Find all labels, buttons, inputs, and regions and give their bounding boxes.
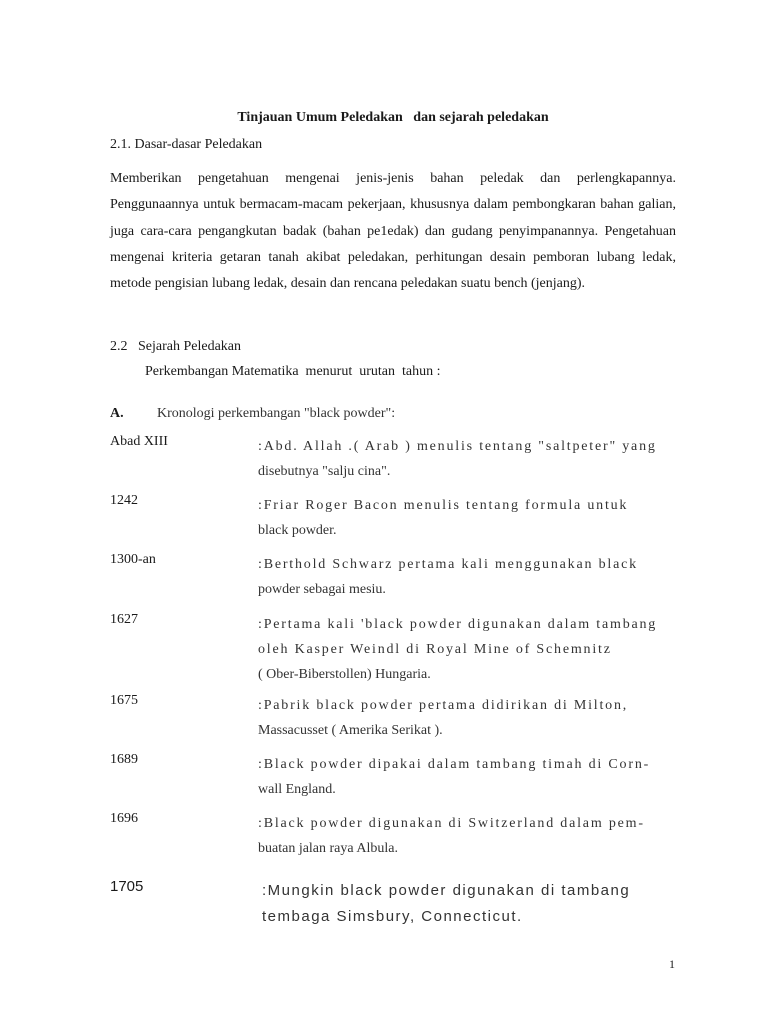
section-heading-sejarah: 2.2 Sejarah Peledakan [110,339,242,354]
chronology-year: 1696 [110,811,138,826]
description-line: Massacusset ( Amerika Serikat ). [258,723,443,738]
description-line: black powder. [258,523,337,538]
chronology-year: 1705 [110,878,144,895]
section-heading-dasar: 2.1. Dasar-dasar Peledakan [110,137,263,152]
intro-paragraph: Memberikan pengetahuan mengenai jenis-jenis bahan peledak dan perlengkapannya. Penggunaannya untuk bermacam-macam pekerjaan, khususnya dalam pembongkaran bahan galian, juga cara-cara pengangkutan badak (bahan pe1edak) dan gudang penyimpanannya. Pengetahuan mengenai kriteria getaran tanah akibat peledakan, perhitungan desain pemboran lubang ledak, metode pengisian lubang ledak, desain dan rencana peledakan suatu bench (jenjang). [110,171,676,292]
subsection-title: Kronologi perkembangan "black powder": [157,406,396,421]
chronology-year: 1627 [110,612,138,627]
description-line: disebutnya "salju cina". [258,464,391,479]
description-line: :Mungkin black powder digunakan di tambang [262,882,631,899]
description-line: :Black powder dipakai dalam tambang timah di Corn- [258,757,651,772]
description-line: ( Ober-Biberstollen) Hungaria. [258,667,431,682]
description-line: tembaga Simsbury, Connecticut. [262,908,523,925]
description-line: oleh Kasper Weindl di Royal Mine of Schemnitz [258,642,612,657]
description-line: :Pabrik black powder pertama didirikan di Milton, [258,698,629,713]
chronology-description [258,434,668,484]
description-line: powder sebagai mesiu. [258,582,386,597]
chronology-year: 1675 [110,693,138,708]
chronology-year: 1689 [110,752,138,767]
description-line: :Friar Roger Bacon menulis tentang formula untuk [258,498,629,513]
chronology-description [262,878,680,930]
description-line: wall England. [258,782,336,797]
chronology-year: Abad XIII [110,434,168,449]
page-number: 1 [669,957,675,971]
description-line: :Abd. Allah .( Arab ) menulis tentang "saltpeter" yang [258,439,657,454]
document-title: Tinjauan Umum Peledakan dan sejarah peledakan [237,110,549,125]
description-line: buatan jalan raya Albula. [258,841,398,856]
chronology-description [258,752,668,802]
chronology-description [258,493,668,543]
description-line: :Pertama kali 'black powder digunakan dalam tambang [258,617,658,632]
description-line: :Berthold Schwarz pertama kali menggunakan black [258,557,638,572]
chronology-year: 1242 [110,493,138,508]
chronology-description [258,693,668,743]
lead-text: Perkembangan Matematika menurut urutan tahun : [145,364,441,379]
chronology-description [258,811,668,861]
description-line: :Black powder digunakan di Switzerland dalam pem- [258,816,645,831]
chronology-year: 1300-an [110,552,156,567]
chronology-description [258,552,668,602]
chronology-description [258,612,668,687]
subsection-letter: A. [110,406,124,421]
